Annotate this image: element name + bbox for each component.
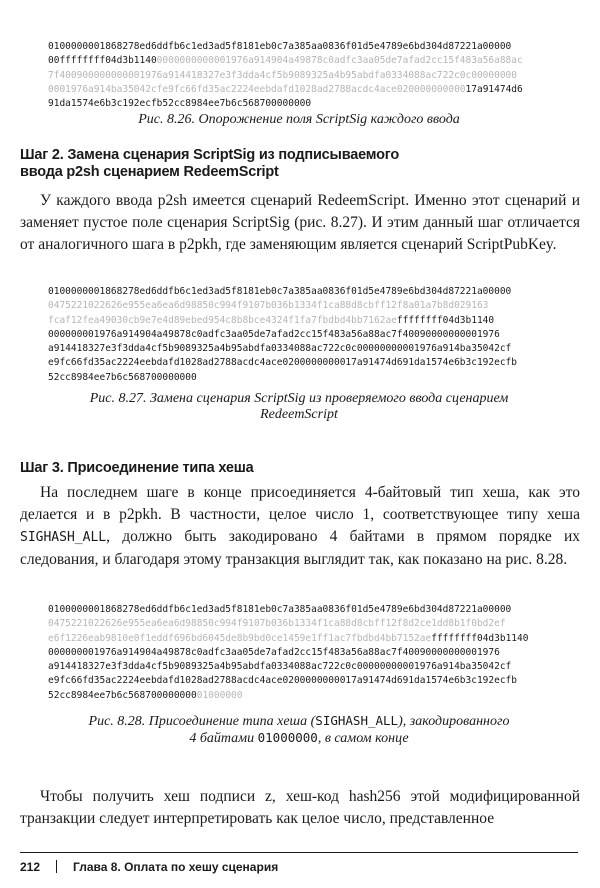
- hex-line: [48, 97, 563, 111]
- hex-text: ffffffff04d3b1140: [431, 632, 529, 644]
- hex-text: ffffffff04d3b1140: [396, 314, 495, 326]
- hex-text: 0100000001868278ed6ddfb6c1ed3ad5f8181eb0c7a385aa0836f01d5e4789e6bd304d87221a00000: [48, 604, 512, 615]
- hex-text-faded: 0475221022626e955ea6ea6d98850c994f9107b036b1334f1ca88d8cbff12f8a01a7b8d029163: [48, 300, 489, 312]
- hex-text: 91da1574e6b3c192ecfb52cc8984ee7b6c568700000000: [48, 98, 312, 110]
- hex-text-faded: 0475221022626e955ea6ea6d98850c994f9107b036b1334f1ca88d8cbff12f8d2ce1dd8b1f0bd2ef: [48, 618, 506, 630]
- hex-line: [48, 356, 563, 370]
- section-heading-step-2: [20, 147, 580, 181]
- heading-line: Шаг 2. Замена сценария ScriptSig из подписываемого: [20, 147, 400, 163]
- footer-separator: [56, 860, 57, 873]
- hex-text: 0100000001868278ed6ddfb6c1ed3ad5f8181eb0c7a385aa0836f01d5e4789e6bd304d87221a00000: [48, 286, 512, 297]
- hex-text: 52cc8984ee7b6c568700000000: [48, 371, 197, 383]
- caption-line: RedeemScript: [260, 407, 338, 422]
- caption-text: 4 байтами: [189, 731, 258, 746]
- figure-caption-8-28: [20, 713, 578, 747]
- hex-line: [48, 299, 563, 313]
- caption-line: Рис. 8.27. Замена сценария ScriptSig из проверяемого ввода сценарием: [89, 391, 509, 406]
- paragraph-closing: Чтобы получить хеш подписи z, хеш-код hash256 этой модифицированной транзакции следует интерпретировать как целое число, представленное: [20, 788, 580, 827]
- caption-text: , в самом конце: [317, 731, 409, 746]
- text-run: На последнем шаге в конце присоединяется 4-байтовый тип хеша, как это делается и в p2pkh. В частности, целое число 1, соответствующее типу хеша: [20, 484, 580, 523]
- hex-text-faded: 7f400900000000001976a914418327e3f3dda4cf5b9089325a4b95abdfa0334088ac722c0c00000000: [48, 69, 517, 81]
- hex-text-faded: 0000000000001976a914904a49878c0adfc3aa05de7afad2cc15f483a56a88ac: [156, 55, 523, 67]
- hex-text: e9fc66fd35ac2224eebdafd1028ad2788acdc4ace0200000000017a91474d691da1574e6b3c192ecfb: [48, 675, 517, 687]
- caption-code: 01000000: [257, 730, 318, 745]
- hex-text: 0100000001868278ed6ddfb6c1ed3ad5f8181eb0c7a385aa0836f01d5e4789e6bd304d87221a00000: [48, 41, 512, 52]
- hex-line: [48, 285, 563, 299]
- page-footer: [20, 860, 278, 874]
- hex-text: a914418327e3f3dda4cf5b9089325a4b95abdfa0334088ac722c0c00000000001976a914ba35042cf: [48, 343, 512, 355]
- heading-line: ввода p2sh сценарием RedeemScript: [20, 164, 279, 180]
- hex-text: 00ffffffff04d3b1140: [48, 55, 157, 67]
- hex-block-fig-8-26: [48, 40, 563, 111]
- hex-line: [48, 342, 563, 356]
- caption-text: ), закодированного: [398, 714, 510, 729]
- hex-line: [48, 328, 563, 342]
- code-sighash-all: SIGHASH_ALL: [20, 530, 107, 545]
- figure-caption-8-26: Рис. 8.26. Опорожнение поля ScriptSig каждого ввода: [138, 112, 460, 127]
- hex-line: [48, 617, 563, 631]
- hex-line: [48, 371, 563, 385]
- hex-line: [48, 603, 563, 617]
- hex-text-faded: e6f1226eab9810e0f1eddf696bd6045de8b9bd0ce1459e1ff1ac7fbdbd4bb7152ae: [48, 632, 432, 644]
- caption-code: SIGHASH_ALL: [315, 713, 399, 728]
- paragraph-step-2: У каждого ввода p2sh имеется сценарий RedeemScript. Именно этот сценарий и заменяет пустое поле сценария ScriptSig (рис. 8.27). И этим данный шаг отличается от аналогичного шага в p2pkh, где заменяющим является сценарий ScriptPubKey.: [20, 192, 580, 253]
- hex-text-faded: 0001976a914ba35042cfe9fc66fd35ac2224eebdafd1028ad2788acdc4ace020000000000: [48, 83, 466, 95]
- paragraph-step-3: [20, 482, 580, 571]
- hex-line: [48, 689, 563, 703]
- hex-text: 17a91474d6: [465, 83, 523, 95]
- hex-text: 000000001976a914904a49878c0adfc3aa05de7afad2cc15f483a56a88ac7f40090000000001976: [48, 646, 500, 658]
- hex-line: [48, 40, 563, 54]
- hex-text: 000000001976a914904a49878c0adfc3aa05de7afad2cc15f483a56a88ac7f40090000000001976: [48, 328, 500, 340]
- chapter-title: Глава 8. Оплата по хешу сценария: [73, 860, 279, 874]
- hex-text: 52cc8984ee7b6c568700000000: [48, 689, 197, 701]
- hex-text: a914418327e3f3dda4cf5b9089325a4b95abdfa0334088ac722c0c00000000001976a914ba35042cf: [48, 661, 512, 673]
- hex-line: [48, 646, 563, 660]
- hex-line: [48, 660, 563, 674]
- hex-block-fig-8-28: [48, 603, 563, 703]
- hex-line: [48, 83, 563, 97]
- caption-text: Рис. 8.28. Присоединение типа хеша (: [88, 714, 316, 729]
- figure-caption-8-27: [20, 391, 578, 423]
- hex-line: [48, 674, 563, 688]
- hex-line: [48, 69, 563, 83]
- section-heading-step-3: Шаг 3. Присоединение типа хеша: [20, 460, 254, 476]
- hex-block-fig-8-27: [48, 285, 563, 385]
- hex-text-faded: fcaf12fea49030cb9e7e4d89ebed954c8b8bce4324f1fa7fbdbd4bb7162ae: [48, 314, 397, 326]
- hex-line: [48, 632, 563, 646]
- hex-line: [48, 54, 563, 68]
- hex-text: e9fc66fd35ac2224eebdafd1028ad2788acdc4ace0200000000017a91474d691da1574e6b3c192ecfb: [48, 357, 517, 369]
- footer-rule: [20, 852, 578, 853]
- page-number: 212: [20, 860, 41, 874]
- hex-text-faded: 01000000: [196, 689, 243, 701]
- text-run: , должно быть закодировано 4 байтами в прямом порядке их следования, и благодаря этому транзакция выглядит так, как показано на рис. 8.28.: [20, 528, 580, 568]
- hex-line: [48, 314, 563, 328]
